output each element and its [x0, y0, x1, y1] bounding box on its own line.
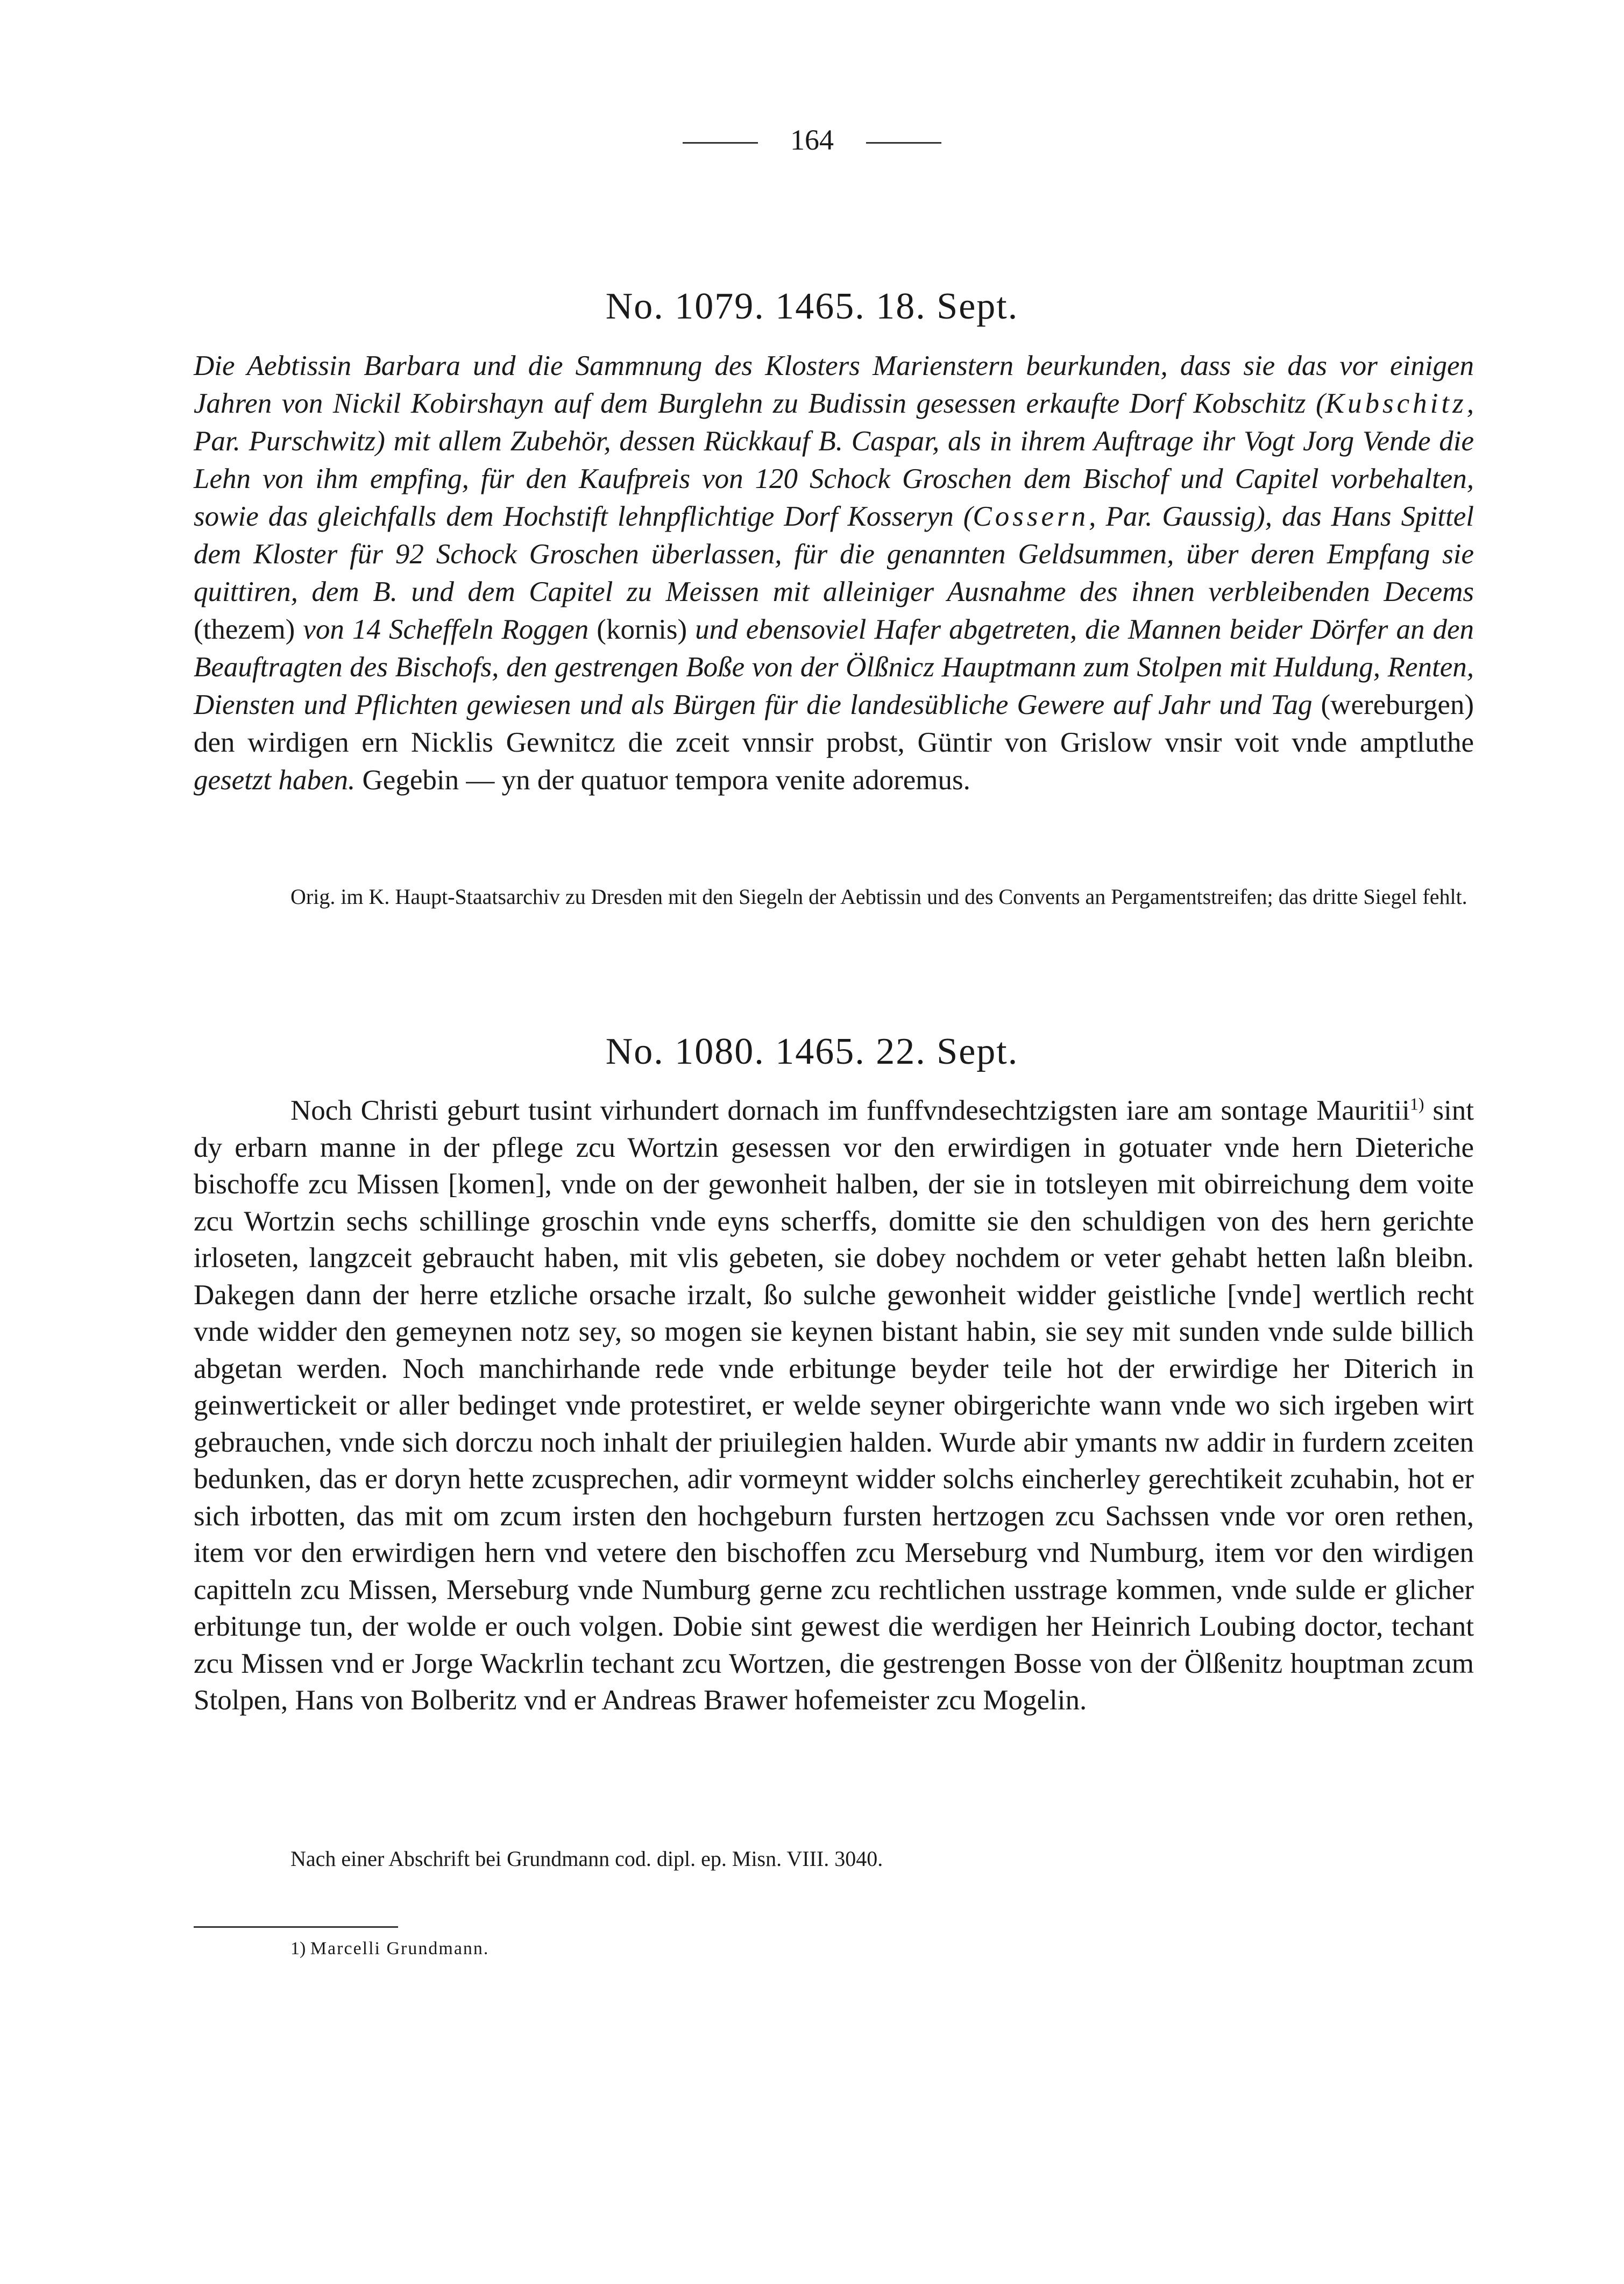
footnote-reference: 1) [1409, 1094, 1424, 1114]
footnote [290, 1937, 489, 1961]
doc1-regest [194, 347, 1474, 799]
doc1-regest-text-1: Die Aebtissin Barbara und die Sammnung des Klosters Marienstern beurkunden, dass sie das vor einigen Jahren von Nickil Kobirshayn auf dem Burglehn zu Budissin gesessen erkaufte Dorf Kobschitz ( [194, 350, 1474, 419]
page-header [0, 124, 1624, 156]
doc1-regest-text-7: gesetzt haben. [194, 765, 356, 796]
doc2-text-2: sint dy erbarn manne in der pflege zcu Wortzin gesessen vor den erwirdigen in gotuater vnde hern Dieteriche bischoffe zcu Missen [komen], vnde on der gewonheit halben, der sie in totsleyen mit obirreichung dem voite zcu Wortzin sechs schillinge groschin vnde eyns scherffs, domitte sie den schuldigen von des hern gerichte irloseten, langzceit gebraucht haben, mit vlis gebeten, sie dobey nochdem or veter gehabt hetten laßn bleibn. Dakegen dann der herre etzliche orsache irzalt, ßo sulche gewonheit widder geistliche [vnde] wertlich recht vnde widder den gemeynen notz sey, so mogen sie keynen bistant habin, sie sey mit sunden vnde sulde billich abgetan werden. Noch manchirhande rede vnde erbitunge beyder teile hot der erwirdige her Diterich in geinwertickeit or aller bedinget vnde protestiret, er welde seyner obirgerichte wann vnde wo sich irgeben wirt gebrauchen, vnde sich dorczu noch inhalt der priuilegien halden. Wurde abir ymants nw addir in furdern zceiten bedunken, das er doryn hette zcusprechen, adir vormeynt widder solchs eincherley gerechtikeit zcuhabin, hot er sich irbotten, das mit om zcum irsten den hochgeburn fursten hertzogen zcu Sachssen vnde vor oren rethen, item vor den erwirdigen hern vnd vetere den bischoffen zcu Merseburg vnd Numburg, item vor den wirdigen capitteln zcu Missen, Merseburg vnde Numburg gerne zcu rechtlichen usstrage kommen, vnde sulde er glicher erbitunge tun, der wolde er ouch volgen. Dobie sint gewest die werdigen her Heinrich Loubing doctor, techant zcu Missen vnd er Jorge Wackrlin techant zcu Wortzen, die gestrengen Bosse von der Ölßenitz houptman zcum Stolpen, Hans von Bolberitz vnd er Andreas Brawer hofemeister zcu Mogelin. [194, 1095, 1474, 1716]
doc1-regest-quote-4: Gegebin — yn der quatuor tempora venite adoremus. [362, 765, 970, 796]
doc2-text-1: Noch Christi geburt tusint virhundert dornach im funffvndesechtzigsten iare am sontage Mauritii [290, 1095, 1410, 1126]
header-rule-right [866, 142, 941, 144]
doc1-regest-text-1e: , Par. Gaussig), das Hans Spittel dem Kloster für 92 Schock Groschen überlassen, für die genannten Geldsummen, über deren Empfang sie quittiren, dem B. und dem Capitel zu Meissen mit alleiniger Ausnahme des ihnen verbleibenden Decems [194, 501, 1474, 607]
doc1-regest-text-5: und ebensoviel Hafer abgetreten, die Mannen beider Dörfer an den Beauftragten des Bischofs, den gestrengen Boße von der Ölßnicz Hauptmann zum Stolpen mit Huldung, Renten, Diensten und Pflichten gewiesen und als Bürgen für die landesübliche Gewere auf Jahr und Tag [194, 614, 1474, 720]
doc2-source-note: Nach einer Abschrift bei Grundmann cod. dipl. ep. Misn. VIII. 3040. [290, 1847, 883, 1871]
doc1-regest-place-1: Kubschitz [1325, 388, 1467, 419]
doc1-regest-place-2: Cossern [973, 501, 1089, 532]
doc1-regest-quote-3: (wereburgen) den wirdigen ern Nicklis Gewnitcz die zceit vnnsir probst, Güntir von Grislow vnsir voit vnde amptluthe [194, 689, 1474, 758]
doc2-text [194, 1092, 1474, 1719]
page-number: 164 [790, 124, 834, 156]
doc1-source-note: Orig. im K. Haupt-Staatsarchiv zu Dresden mit den Siegeln der Aebtissin und des Convents an Pergamentstreifen; das dritte Siegel fehlt. [290, 885, 1467, 909]
footnote-text: Marcelli Grundmann. [310, 1939, 490, 1958]
header-rule-left [683, 142, 758, 144]
doc2-title: No. 1080. 1465. 22. Sept. [605, 1031, 1019, 1072]
footnote-mark: 1) [290, 1939, 306, 1958]
doc1-regest-text-1c: , Par. Purschwitz) mit allem Zubehör, dessen Rückkauf B. Caspar, als in ihrem Auftrage ihr Vogt Jorg Vende die Lehn von ihm empfing, für den Kaufpreis von 120 Schock Groschen dem Bischof und Capitel vorbehalten, sowie das gleichfalls dem Hochstift lehnpflichtige Dorf Kosseryn ( [194, 388, 1474, 532]
footnote-rule [194, 1926, 398, 1928]
doc1-regest-quote-2: (kornis) [597, 614, 687, 645]
doc1-title: No. 1079. 1465. 18. Sept. [605, 286, 1019, 327]
doc1-regest-quote-1: (thezem) [194, 614, 295, 645]
doc1-regest-text-3: von 14 Scheffeln Roggen [303, 614, 589, 645]
